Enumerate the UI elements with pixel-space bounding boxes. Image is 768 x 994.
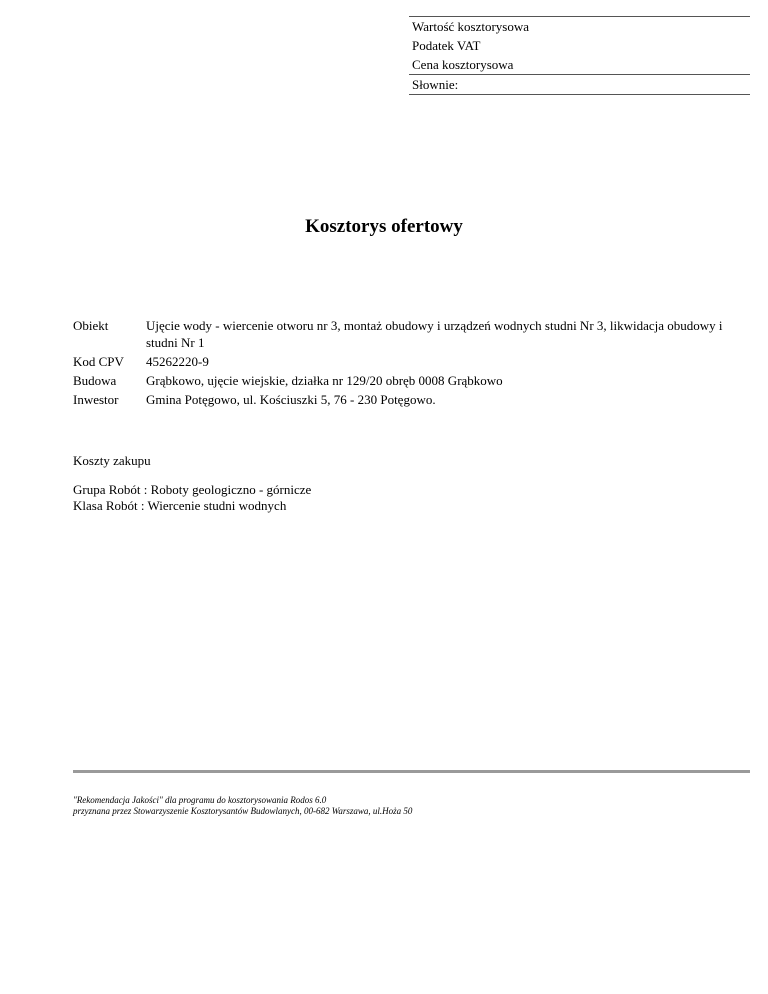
work-class-line: Klasa Robót : Wiercenie studni wodnych [73, 498, 287, 513]
summary-row-in-words: Słownie: [412, 77, 459, 92]
info-row-obiekt [73, 317, 753, 353]
work-group-line: Grupa Robót : Roboty geologiczno - górnicze [73, 482, 312, 497]
footer-note [73, 795, 412, 817]
purchase-costs-heading: Koszty zakupu [73, 453, 151, 468]
summary-bottom-rule [409, 94, 750, 95]
footer-line-1: "Rekomendacja Jakości" dla programu do kosztorysowania Rodos 6.0 [73, 795, 327, 805]
budowa-label: Budowa [73, 373, 117, 388]
inwestor-value: Gmina Potęgowo, ul. Kościuszki 5, 76 - 230 Potęgowo. [146, 392, 436, 407]
info-row-kod-cpv [73, 353, 753, 372]
cost-summary-block [409, 16, 750, 95]
footer-divider [73, 770, 750, 773]
info-row-inwestor [73, 391, 753, 410]
kod-cpv-value: 45262220-9 [146, 354, 209, 369]
summary-row-estimated-price: Cena kosztorysowa [412, 57, 514, 72]
inwestor-label: Inwestor [73, 392, 119, 407]
document-title: Kosztorys ofertowy [305, 216, 463, 237]
info-row-budowa [73, 372, 753, 391]
work-groups [73, 482, 311, 514]
summary-row-estimated-value: Wartość kosztorysowa [412, 19, 530, 34]
obiekt-value: Ujęcie wody - wiercenie otworu nr 3, montaż obudowy i urządzeń wodnych studni Nr 3, likwidacja obudowy i studni Nr 1 [146, 318, 723, 350]
kod-cpv-label: Kod CPV [73, 354, 124, 369]
footer-line-2: przyznana przez Stowarzyszenie Kosztorysantów Budowlanych, 00-682 Warszawa, ul.Hoża 50 [73, 806, 413, 816]
project-info-table [73, 317, 753, 410]
budowa-value: Grąbkowo, ujęcie wiejskie, działka nr 129/20 obręb 0008 Grąbkowo [146, 373, 503, 388]
summary-row-vat: Podatek VAT [412, 38, 481, 53]
obiekt-label: Obiekt [73, 318, 109, 333]
